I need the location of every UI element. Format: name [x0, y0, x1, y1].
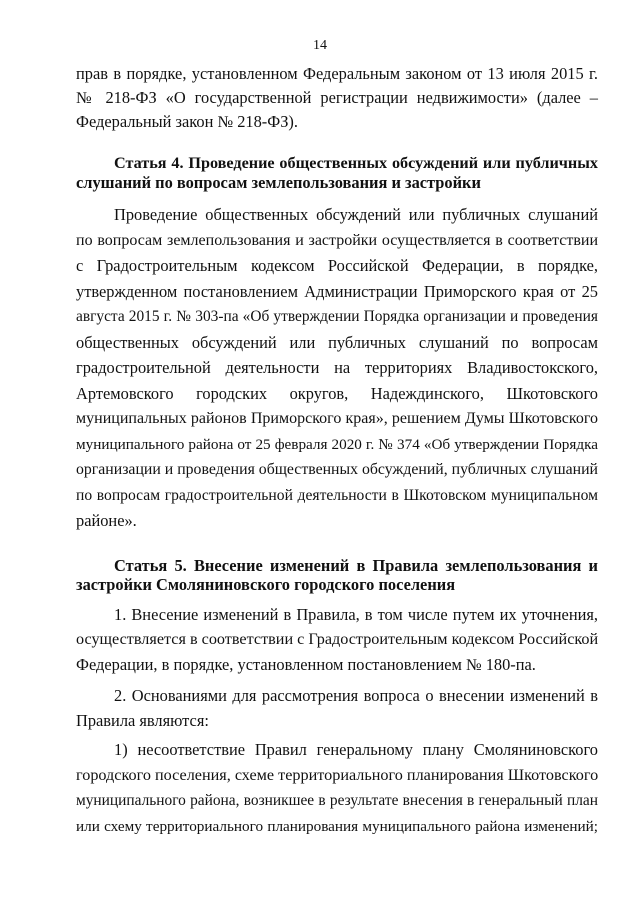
- article-5-paragraph-3: [76, 737, 598, 839]
- text-line: общественных обсуждений или публичных слушаний по вопросам: [76, 332, 598, 352]
- text-line: осуществляется в соответствии с Градостроительным кодексом Российской: [76, 630, 599, 648]
- heading-line: слушаний по вопросам землепользования и застройки: [76, 173, 481, 192]
- text-line: Федерации, в порядке, установленном постановлением № 180-па.: [76, 655, 536, 674]
- text-line: 1. Внесение изменений в Правила, в том числе путем их уточнения,: [114, 605, 598, 624]
- text-line: Артемовского городских округов, Надеждинского, Шкотовского: [76, 383, 598, 403]
- text-line: по вопросам землепользования и застройки осуществляется в соответствии: [76, 231, 598, 249]
- text-line: Правила являются:: [76, 711, 209, 730]
- article-5-heading: [76, 556, 598, 594]
- text-line: 1) несоответствие Правил генеральному плану Смоляниновского: [114, 740, 598, 759]
- text-line: прав в порядке, установленном Федеральным законом от 13 июля 2015 г.: [76, 64, 598, 83]
- text-line: № 218-ФЗ «О государственной регистрации недвижимости» (далее –: [76, 88, 598, 107]
- text-line: муниципального района от 25 февраля 2020 г. № 374 «Об утверждении Порядка: [76, 435, 598, 453]
- text-line: муниципальных районов Приморского края», решением Думы Шкотовского: [76, 410, 598, 427]
- text-line: районе».: [76, 511, 137, 530]
- text-line: по вопросам градостроительной деятельности в Шкотовском муниципальном: [76, 486, 598, 504]
- text-line: муниципального района, возникшее в результате внесения в генеральный план: [76, 792, 598, 809]
- article-5-paragraph-1: [76, 602, 598, 677]
- text-line: Федеральный закон № 218-ФЗ).: [76, 112, 298, 131]
- text-line: Проведение общественных обсуждений или публичных слушаний: [114, 205, 598, 224]
- text-line: организации и проведения общественных обсуждений, публичных слушаний: [76, 461, 598, 478]
- article-4-body: [76, 202, 598, 534]
- heading-line: застройки Смоляниновского городского поселения: [76, 575, 456, 594]
- text-line: или схему территориального планирования муниципального района изменений;: [76, 817, 598, 835]
- heading-line: Статья 4. Проведение общественных обсуждений или публичных: [114, 154, 598, 172]
- text-line: утвержденном постановлением Администрации Приморского края от 25: [76, 281, 598, 301]
- page-number: 14: [313, 38, 327, 53]
- paragraph-continuation: [76, 62, 598, 134]
- article-4-heading: [76, 154, 598, 192]
- text-line: августа 2015 г. № 303-па «Об утверждении Порядка организации и проведения: [76, 308, 598, 325]
- text-line: 2. Основаниями для рассмотрения вопроса о внесении изменений в: [114, 686, 598, 705]
- article-5-paragraph-2: [76, 683, 598, 733]
- text-line: городского поселения, схеме территориального планирования Шкотовского: [76, 765, 599, 784]
- text-line: с Градостроительным кодексом Российской Федерации, в порядке,: [76, 256, 598, 275]
- heading-line: Статья 5. Внесение изменений в Правила землепользования и: [114, 556, 598, 575]
- text-line: градостроительной деятельности на территориях Владивостокского,: [76, 358, 598, 377]
